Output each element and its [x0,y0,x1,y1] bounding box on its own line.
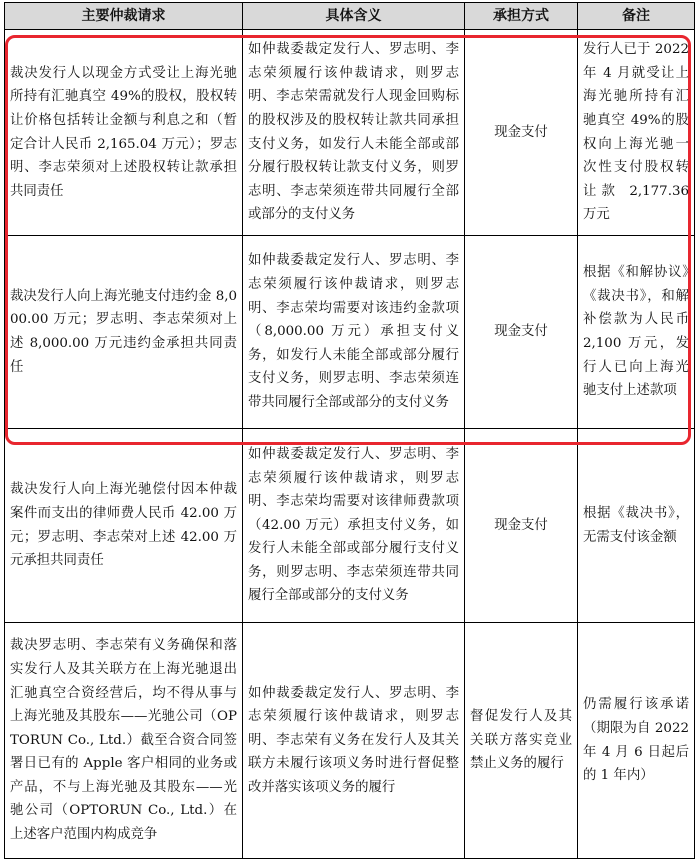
table-row [5,623,695,859]
claim-cell: 裁决罗志明、李志荣有义务确保和落实发行人及其关联方在上海光驰退出汇驰真空合资经营后，均不得从事与上海光驰及其股东——光驰公司（OPTORUN Co., Ltd.）截至合资合同签署日已有的 Apple 客户相同的业务或产品，不与上海光驰及其股东——光驰公司（OPTORUN Co., Ltd.）在上述客户范围内构成竞争 [5,623,243,859]
mode-cell: 现金支付 [465,30,578,236]
claim-cell: 裁决发行人向上海光驰偿付因本仲裁案件而支出的律师费人民币 42.00 万元；罗志明、李志荣对上述 42.00 万元承担共同责任 [5,429,243,623]
note-cell: 根据《裁决书》，无需支付该金额 [578,429,695,623]
mode-cell: 现金支付 [465,429,578,623]
meaning-cell: 如仲裁委裁定发行人、罗志明、李志荣须履行该仲裁请求，则罗志明、李志荣需就发行人现金回购标的股权涉及的股权转让款共同承担支付义务，如发行人未能全部或部分履行股权转让款支付义务，则罗志明、李志荣须连带共同履行全部或部分的支付义务 [243,30,465,236]
claim-cell: 裁决发行人以现金方式受让上海光驰所持有汇驰真空 49%的股权，股权转让价格包括转让金额与利息之和（暂定合计人民币 2,165.04 万元）；罗志明、李志荣须对上述股权转让款承担共同责任 [5,30,243,236]
meaning-cell: 如仲裁委裁定发行人、罗志明、李志荣须履行该仲裁请求，则罗志明、李志荣均需要对该违约金款项（8,000.00 万元）承担支付义务，如发行人未能全部或部分履行支付义务，则罗志明、李志荣须连带共同履行全部或部分的支付义务 [243,236,465,429]
note-cell: 根据《和解协议》《裁决书》，和解补偿款为人民币 2,100 万元，发行人已向上海光驰支付上述款项 [578,236,695,429]
note-cell: 发行人已于 2022 年 4 月就受让上海光驰所持有汇驰真空 49%的股权向上海光驰一次性支付股权转让款 2,177.36 万元 [578,30,695,236]
meaning-cell: 如仲裁委裁定发行人、罗志明、李志荣须履行该仲裁请求，则罗志明、李志荣均需要对该律师费款项（42.00 万元）承担支付义务，如发行人未能全部或部分履行支付义务，则罗志明、李志荣须连带共同履行全部或部分的支付义务 [243,429,465,623]
table-row [5,236,695,429]
table-row [5,30,695,236]
mode-cell: 督促发行人及其关联方落实竞业禁止义务的履行 [465,623,578,859]
header-meaning: 具体含义 [243,3,465,30]
note-cell: 仍需履行该承诺（期限为自 2022 年 4 月 6 日起后的 1 年内） [578,623,695,859]
mode-cell: 现金支付 [465,236,578,429]
header-claim: 主要仲裁请求 [5,3,243,30]
header-mode: 承担方式 [465,3,578,30]
table-row [5,429,695,623]
header-note: 备注 [578,3,695,30]
arbitration-claims-table [4,2,695,859]
meaning-cell: 如仲裁委裁定发行人、罗志明、李志荣须履行该仲裁请求，则罗志明、李志荣有义务在发行人及其关联方未履行该项义务时进行督促整改并落实该项义务的履行 [243,623,465,859]
header-row [5,3,695,30]
claim-cell: 裁决发行人向上海光驰支付违约金 8,000.00 万元；罗志明、李志荣须对上述 8,000.00 万元违约金承担共同责任 [5,236,243,429]
